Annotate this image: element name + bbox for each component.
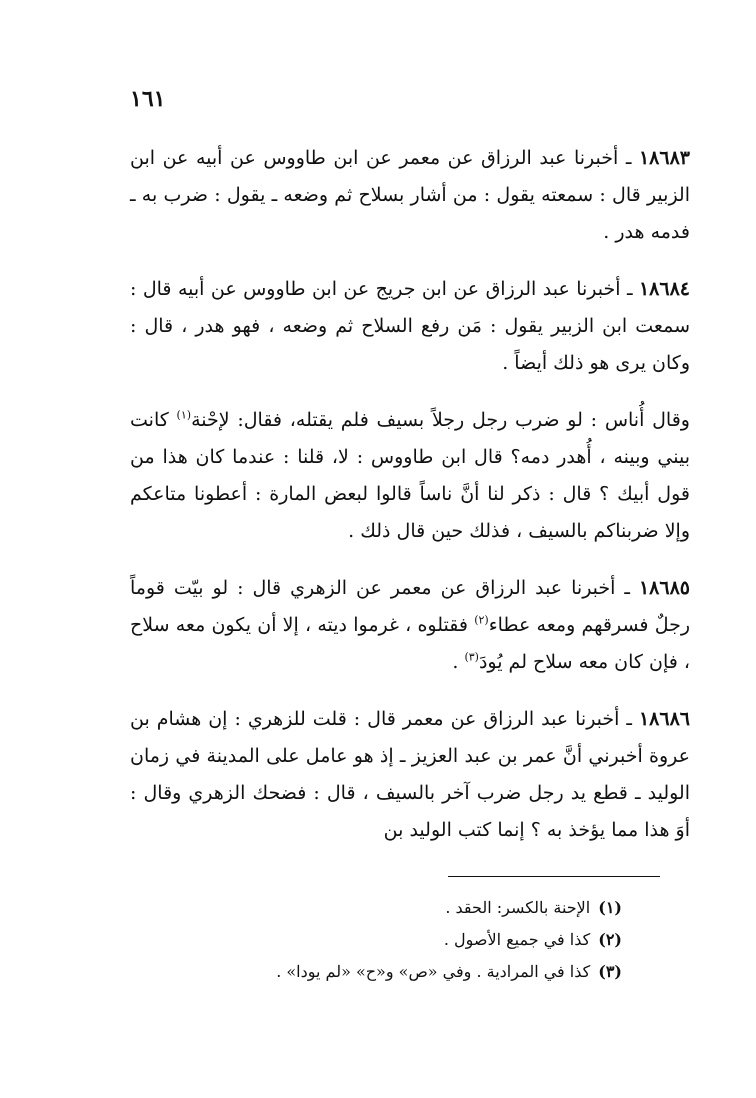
footnote-marker: (٢)	[598, 930, 622, 949]
footnote-text: الإحنة بالكسر: الحقد .	[445, 898, 591, 917]
footnote-marker: (٣)	[598, 962, 622, 981]
paragraph-text: ـ أخبرنا عبد الرزاق عن معمر عن ابن طاووس عن أبيه عن ابن الزبير قال : سمعته يقول : من أشار بسلاح ثم وضعه ـ يقول : ضرب به ـ فدمه هدر .	[130, 147, 690, 243]
paragraph-text: كانت بيني وبينه ، أُهدر دمه؟ قال ابن طاووس : لا، قلنا : عندما كان هذا من قول أبيك ؟ قال : ذكر لنا أنَّ ناساً قالوا لبعض المارة : أعطونا متاعكم وإلا ضربناكم بالسيف ، فذلك حين قال ذلك .	[130, 409, 690, 542]
paragraph-text: ـ أخبرنا عبد الرزاق عن معمر قال : قلت للزهري : إن هشام بن عروة أخبرني أنَّ عمر بن عبد العزيز ـ إذ هو عامل على المدينة في زمان الوليد ـ قطع يد رجل ضرب آخر بالسيف ، قال : فضحك الزهري وقال : أوَ هذا مما يؤخذ به ؟ إنما كتب الوليد بن	[130, 708, 690, 841]
footnote-divider	[448, 876, 660, 877]
hadith-number: ١٨٦٨٤	[638, 278, 690, 300]
paragraph-text: فقتلوه ، غرموا ديته ، إلا أن يكون معه سلاح ، فإن كان معه سلاح لم يُودَ	[130, 614, 690, 673]
footnote-reference: (٣)	[464, 650, 479, 664]
footnote-marker: (١)	[598, 898, 622, 917]
paragraph-text: ـ أخبرنا عبد الرزاق عن معمر عن الزهري قال : لو بيّت قوماً رجلٌ فسرقهم ومعه عطاء	[130, 577, 690, 636]
hadith-paragraph	[130, 271, 690, 382]
footnote	[130, 956, 690, 988]
footnotes	[130, 892, 690, 988]
footnote	[130, 892, 690, 924]
hadith-number: ١٨٦٨٥	[638, 577, 690, 599]
paragraph-text: وقال أُناس : لو ضرب رجل رجلاً بسيف فلم يقتله، فقال: لإحْنة	[191, 409, 690, 431]
hadith-number: ١٨٦٨٣	[638, 147, 690, 169]
footnote-text: كذا في المرادية . وفي «ص» و«ح» «لم يودا» .	[276, 962, 591, 981]
footnote-reference: (١)	[176, 408, 192, 422]
paragraph-text: ـ أخبرنا عبد الرزاق عن ابن جريج عن ابن طاووس عن أبيه قال : سمعت ابن الزبير يقول : مَن رفع السلاح ثم وضعه ، فهو هدر ، قال : وكان يرى هو ذلك أيضاً .	[130, 278, 690, 374]
paragraph-text: .	[452, 651, 465, 673]
footnote-reference: (٢)	[474, 613, 489, 627]
hadith-paragraph	[130, 570, 690, 681]
page-number: ١٦١	[130, 86, 166, 112]
hadith-paragraph	[130, 140, 690, 251]
footnote-text: كذا في جميع الأصول .	[443, 930, 591, 949]
commentary-paragraph	[130, 402, 690, 550]
body-text	[130, 140, 690, 869]
hadith-paragraph	[130, 701, 690, 849]
footnote	[130, 924, 690, 956]
hadith-number: ١٨٦٨٦	[638, 708, 690, 730]
